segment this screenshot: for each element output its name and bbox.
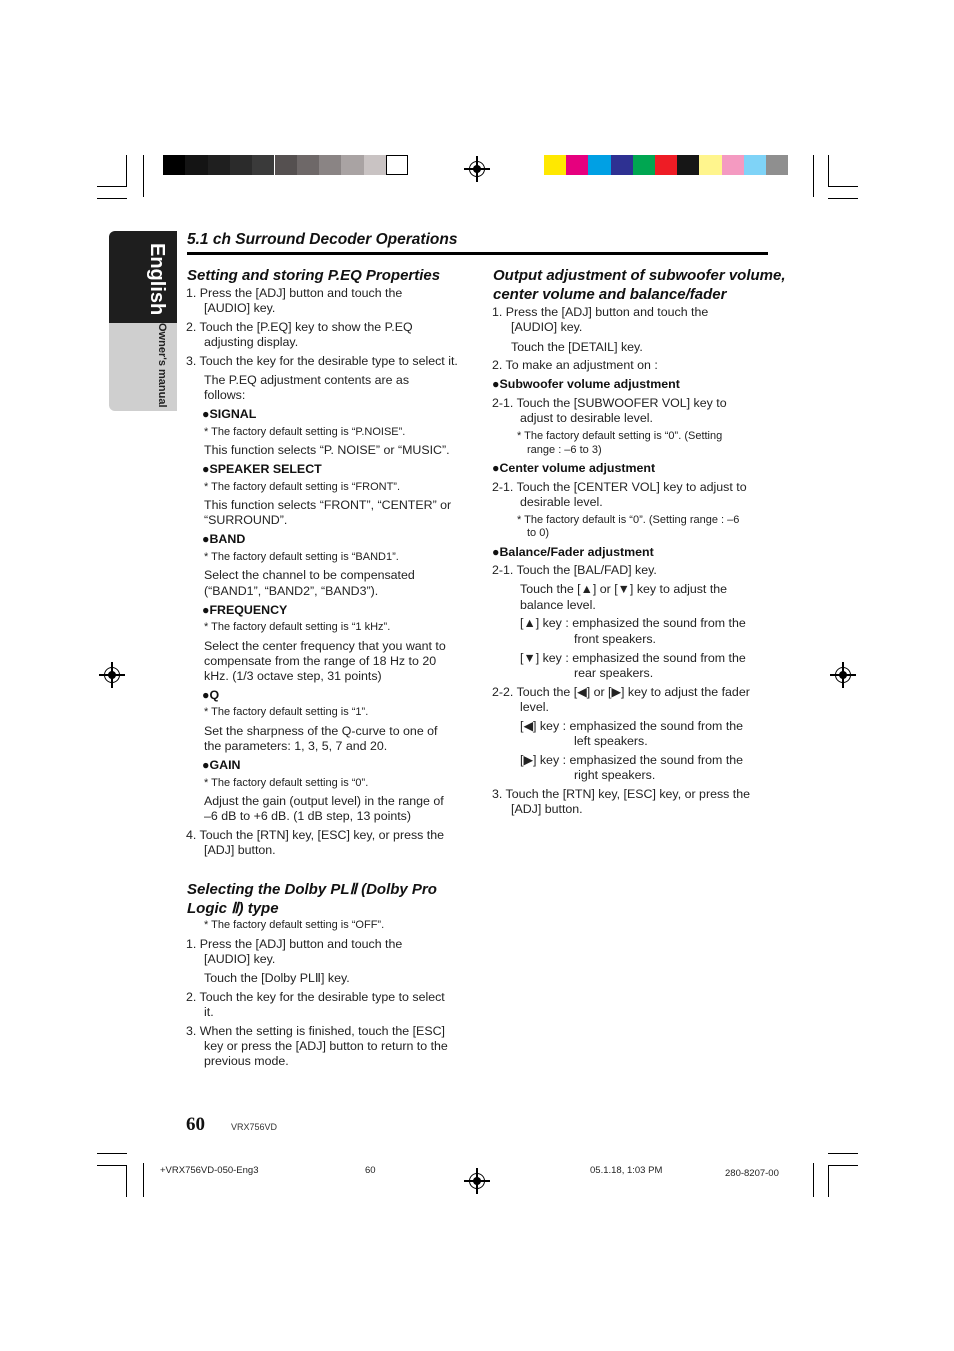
crop-mark xyxy=(97,198,127,199)
subwoofer-heading: ●Subwoofer volume adjustment xyxy=(492,377,680,391)
gain-note: * The factory default setting is “0”. xyxy=(204,777,369,789)
signal-heading: ●SIGNAL xyxy=(202,407,257,421)
color-swatch xyxy=(655,155,677,175)
peq-step: follows: xyxy=(204,388,246,402)
crop-mark xyxy=(828,198,858,199)
color-swatch xyxy=(364,155,386,175)
subwoofer-text: 2-1. Touch the [SUBWOOFER VOL] key to xyxy=(492,396,727,410)
peq-step: The P.EQ adjustment contents are as xyxy=(204,373,410,387)
language-tab xyxy=(109,231,177,411)
speaker-note: * The factory default setting is “FRONT”. xyxy=(204,481,401,493)
language-label: English xyxy=(146,243,168,316)
crop-mark xyxy=(97,1165,127,1166)
color-swatch xyxy=(297,155,319,175)
peq-step-4: [ADJ] button. xyxy=(204,843,276,857)
color-swatch xyxy=(766,155,788,175)
crop-mark xyxy=(828,1165,829,1197)
registration-mark-icon xyxy=(104,667,120,683)
gain-text: Adjust the gain (output level) in the range of xyxy=(204,794,444,808)
color-swatch xyxy=(386,155,408,175)
fader-text: [◀] key : emphasized the sound from the xyxy=(520,719,744,733)
q-heading: ●Q xyxy=(202,688,220,702)
crop-mark xyxy=(813,1163,814,1197)
output-step-3: [ADJ] button. xyxy=(511,802,583,816)
color-swatch xyxy=(341,155,363,175)
section-rule xyxy=(187,252,768,255)
output-step: Touch the [DETAIL] key. xyxy=(511,340,643,354)
date-label: 05.1.18, 1:03 PM xyxy=(590,1165,663,1176)
crop-mark xyxy=(126,155,127,187)
crop-mark xyxy=(828,1153,858,1154)
dolby-heading: Selecting the Dolby PLⅡ (Dolby Pro xyxy=(187,881,437,898)
color-swatch xyxy=(722,155,744,175)
color-swatch xyxy=(744,155,766,175)
center-heading: ●Center volume adjustment xyxy=(492,461,656,475)
band-heading: ●BAND xyxy=(202,532,246,546)
center-text: desirable level. xyxy=(520,495,603,509)
registration-mark-icon xyxy=(469,161,485,177)
q-text: the parameters: 1, 3, 5, 7 and 20. xyxy=(204,739,388,753)
color-swatch xyxy=(230,155,252,175)
frequency-note: * The factory default setting is “1 kHz”. xyxy=(204,621,391,633)
crop-mark xyxy=(97,186,127,187)
signal-text: This function selects “P. NOISE” or “MUSIC”. xyxy=(204,443,450,457)
q-note: * The factory default setting is “1”. xyxy=(204,706,369,718)
q-text: Set the sharpness of the Q-curve to one of xyxy=(204,724,438,738)
frequency-heading: ●FREQUENCY xyxy=(202,603,288,617)
band-note: * The factory default setting is “BAND1”. xyxy=(204,551,399,563)
peq-step: [AUDIO] key. xyxy=(204,301,276,315)
section-title: 5.1 ch Surround Decoder Operations xyxy=(187,231,458,248)
crop-mark xyxy=(126,1165,127,1197)
frequency-text: Select the center frequency that you want to xyxy=(204,639,446,653)
balance-text: 2-1. Touch the [BAL/FAD] key. xyxy=(492,563,657,577)
subwoofer-text: adjust to desirable level. xyxy=(520,411,653,425)
balance-text: Touch the [▲] or [▼] key to adjust the xyxy=(520,582,728,596)
color-swatch xyxy=(544,155,566,175)
band-text: Select the channel to be compensated xyxy=(204,568,415,582)
balance-text: [▲] key : emphasized the sound from the xyxy=(520,616,746,630)
dolby-heading: Logic Ⅱ) type xyxy=(187,900,279,917)
fader-text: level. xyxy=(520,700,549,714)
balance-text: [▼] key : emphasized the sound from the xyxy=(520,651,746,665)
output-heading: center volume and balance/fader xyxy=(493,286,727,303)
registration-mark-icon xyxy=(835,667,851,683)
peq-step: 1. Press the [ADJ] button and touch the xyxy=(186,286,403,300)
crop-mark xyxy=(97,1153,127,1154)
subwoofer-note: range : –6 to 3) xyxy=(527,444,602,456)
crop-mark xyxy=(143,155,144,197)
code-label: 280-8207-00 xyxy=(725,1168,779,1179)
output-step: 1. Press the [ADJ] button and touch the xyxy=(492,305,709,319)
output-step: 2. To make an adjustment on : xyxy=(492,358,658,372)
color-swatch xyxy=(677,155,699,175)
color-swatch xyxy=(185,155,207,175)
color-swatch xyxy=(252,155,274,175)
fader-text: 2-2. Touch the [◀] or [▶] key to adjust the fader xyxy=(492,685,750,699)
output-step: [AUDIO] key. xyxy=(511,320,583,334)
dolby-step: key or press the [ADJ] button to return to the xyxy=(204,1039,448,1053)
center-note: to 0) xyxy=(527,527,550,539)
color-swatch xyxy=(275,155,297,175)
signal-note: * The factory default setting is “P.NOISE”. xyxy=(204,426,406,438)
color-swatch xyxy=(163,155,185,175)
fader-text: right speakers. xyxy=(574,768,656,782)
manual-label: Owner's manual xyxy=(156,323,168,408)
sheet-label: 60 xyxy=(365,1165,376,1176)
gain-text: –6 dB to +6 dB. (1 dB step, 13 points) xyxy=(204,809,411,823)
fader-text: [▶] key : emphasized the sound from the xyxy=(520,753,744,767)
color-swatch xyxy=(633,155,655,175)
peq-step: 2. Touch the [P.EQ] key to show the P.EQ xyxy=(186,320,413,334)
color-swatch xyxy=(588,155,610,175)
model-label: VRX756VD xyxy=(231,1122,278,1132)
color-swatch xyxy=(611,155,633,175)
dolby-step: 3. When the setting is finished, touch the [ESC] xyxy=(186,1024,445,1038)
crop-mark xyxy=(828,155,829,187)
dolby-step: it. xyxy=(204,1005,214,1019)
dolby-note: * The factory default setting is “OFF”. xyxy=(204,919,385,931)
page-number: 60 xyxy=(186,1114,205,1135)
frequency-text: compensate from the range of 18 Hz to 20 xyxy=(204,654,437,668)
balance-text: rear speakers. xyxy=(574,666,654,680)
output-step-3: 3. Touch the [RTN] key, [ESC] key, or press the xyxy=(492,787,751,801)
balance-text: balance level. xyxy=(520,598,596,612)
frequency-text: kHz. (1/3 octave step, 31 points) xyxy=(204,669,382,683)
registration-mark-icon xyxy=(469,1173,485,1189)
dolby-step: [AUDIO] key. xyxy=(204,952,276,966)
dolby-step: 2. Touch the key for the desirable type to select xyxy=(186,990,445,1004)
gain-heading: ●GAIN xyxy=(202,758,241,772)
balance-heading: ●Balance/Fader adjustment xyxy=(492,545,654,559)
speaker-heading: ●SPEAKER SELECT xyxy=(202,462,322,476)
color-swatch xyxy=(208,155,230,175)
file-label: +VRX756VD-050-Eng3 xyxy=(160,1165,259,1176)
peq-step: adjusting display. xyxy=(204,335,299,349)
band-text: (“BAND1”, “BAND2”, “BAND3”). xyxy=(204,584,379,598)
peq-heading: Setting and storing P.EQ Properties xyxy=(187,267,441,284)
output-heading: Output adjustment of subwoofer volume, xyxy=(493,267,786,284)
fader-text: left speakers. xyxy=(574,734,648,748)
subwoofer-note: * The factory default setting is “0”. (Setting xyxy=(517,430,723,442)
dolby-step: previous mode. xyxy=(204,1054,289,1068)
speaker-text: This function selects “FRONT”, “CENTER” or xyxy=(204,498,452,512)
dolby-step: 1. Press the [ADJ] button and touch the xyxy=(186,937,403,951)
color-swatch xyxy=(699,155,721,175)
speaker-text: “SURROUND”. xyxy=(204,513,288,527)
crop-mark xyxy=(143,1163,144,1197)
center-note: * The factory default is “0”. (Setting range : –6 xyxy=(517,514,740,526)
balance-text: front speakers. xyxy=(574,632,656,646)
crop-mark xyxy=(828,1165,858,1166)
color-swatch xyxy=(566,155,588,175)
peq-step: 3. Touch the key for the desirable type to select it. xyxy=(186,354,458,368)
crop-mark xyxy=(813,155,814,197)
color-swatch xyxy=(319,155,341,175)
peq-step-4: 4. Touch the [RTN] key, [ESC] key, or press the xyxy=(186,828,445,842)
crop-mark xyxy=(828,186,858,187)
center-text: 2-1. Touch the [CENTER VOL] key to adjust to xyxy=(492,480,747,494)
dolby-step: Touch the [Dolby PLⅡ] key. xyxy=(204,971,350,985)
